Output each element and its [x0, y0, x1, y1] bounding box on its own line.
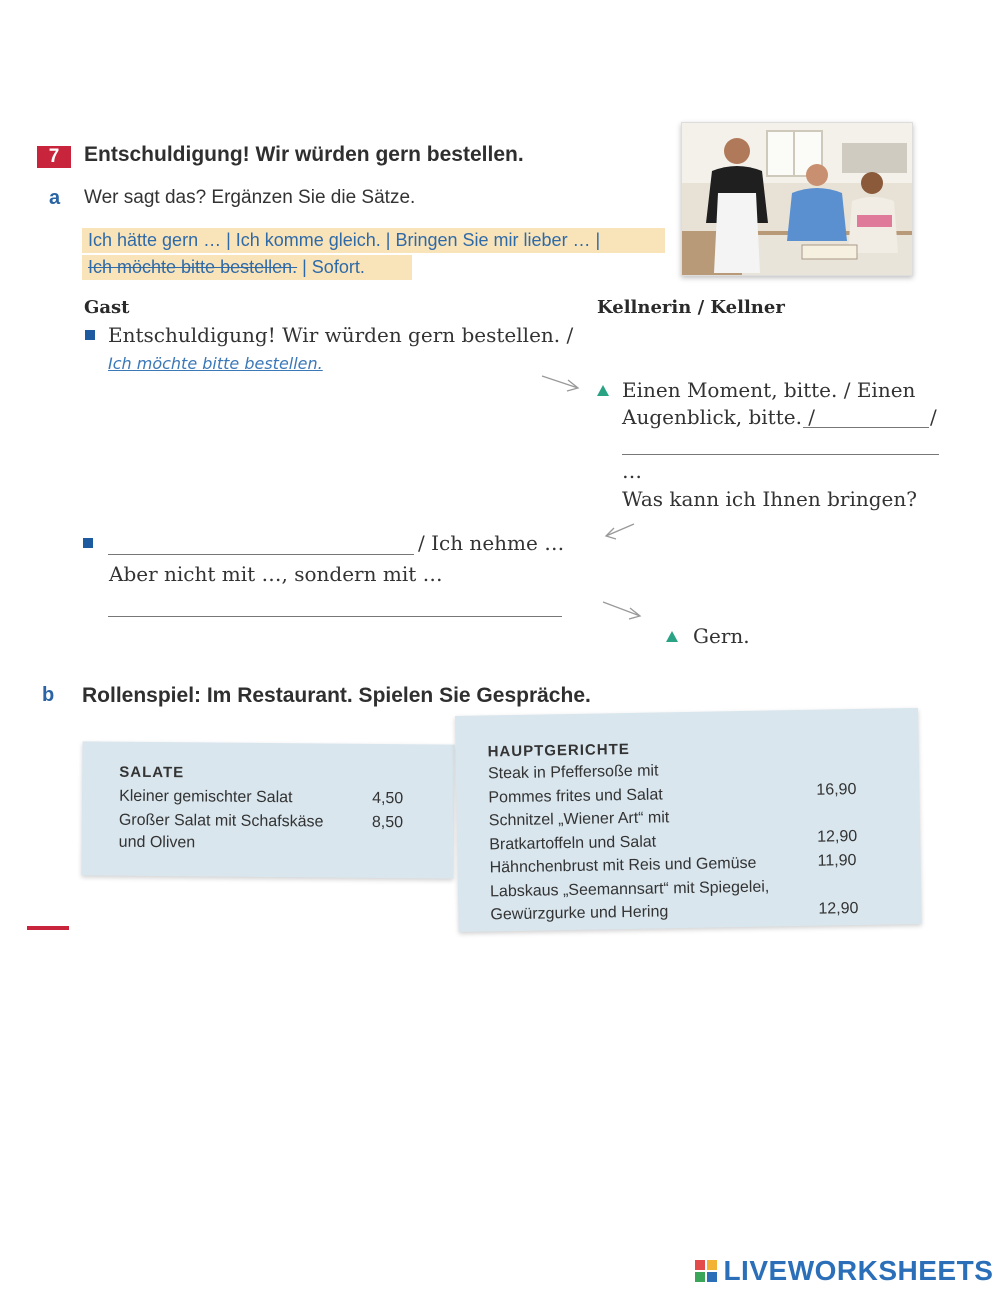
- arrow-right-1-icon: [540, 372, 582, 392]
- waiter-slash: /: [930, 405, 937, 429]
- waiter-line-1a: Einen Moment, bitte. / Einen: [622, 378, 916, 402]
- restaurant-photo-illustration: [682, 123, 912, 275]
- guest-line-2a: / Ich nehme …: [418, 531, 565, 555]
- restaurant-photo: [681, 122, 913, 276]
- menu-salad-item-1: Kleiner gemischter Salat: [119, 787, 293, 807]
- menu-main-item-3: Hähnchenbrust mit Reis und Gemüse: [489, 854, 757, 877]
- guest-answer-1: Ich möchte bitte bestellen.: [108, 354, 323, 373]
- guest-blank-1[interactable]: [108, 540, 414, 555]
- part-b-letter: b: [42, 684, 55, 706]
- menu-card-salads: [81, 741, 454, 878]
- menu-main-item-2a: Schnitzel „Wiener Art“ mit: [488, 809, 670, 830]
- menu-salad-item-2b: und Oliven: [118, 833, 196, 852]
- guest-blank-2[interactable]: [108, 602, 562, 617]
- part-a-instruction: Wer sagt das? Ergänzen Sie die Sätze.: [84, 187, 416, 208]
- menu-main-item-1a: Steak in Pfeffersoße mit: [487, 762, 659, 783]
- waiter-line-1b: Augenblick, bitte. /: [622, 405, 816, 429]
- waiter-blank-1[interactable]: [803, 425, 929, 428]
- menu-salad-item-2a: Großer Salat mit Schafskäse: [118, 811, 324, 831]
- menu-main-price-3: 11,90: [817, 852, 857, 870]
- menu-main-item-2b: Bratkartoffeln und Salat: [489, 833, 657, 854]
- liveworksheets-text: LIVEWORKSHEETS: [723, 1255, 994, 1286]
- part-b-title: Rollenspiel: Im Restaurant. Spielen Sie Gespräche.: [82, 684, 591, 707]
- menu-main-price-4: 12,90: [818, 899, 859, 918]
- guest-line-1: Entschuldigung! Wir würden gern bestellen. /: [108, 323, 574, 347]
- liveworksheets-logo-icon: [695, 1260, 717, 1282]
- menu-main-price-2: 12,90: [817, 828, 858, 846]
- menu-main-item-1b: Pommes frites und Salat: [488, 786, 663, 807]
- menu-card-mains: [455, 708, 922, 932]
- menu-main-price-1: 16,90: [816, 781, 857, 799]
- menu-salad-price-2: 8,50: [371, 813, 404, 832]
- red-edge-mark: [27, 926, 69, 930]
- menu-salad-price-1: 4,50: [372, 789, 404, 808]
- phrase-box-line-1: Ich hätte gern … | Ich komme gleich. | Bringen Sie mir lieber … |: [82, 228, 665, 253]
- arrow-left-icon: [600, 520, 638, 542]
- guest-line-2b: Aber nicht mit …, sondern mit …: [109, 562, 443, 586]
- waiter-heading: Kellnerin / Kellner: [597, 297, 785, 318]
- part-a-letter: a: [49, 187, 61, 209]
- waiter-line-1d: Was kann ich Ihnen bringen?: [622, 487, 917, 511]
- exercise-number: 7: [37, 146, 71, 168]
- waiter-blank-2[interactable]: [622, 440, 939, 455]
- waiter-ellipsis: …: [622, 459, 642, 483]
- guest-bullet-2: [83, 538, 93, 548]
- menu-mains-heading: HAUPTGERICHTE: [487, 740, 630, 761]
- menu-salads-heading: SALATE: [119, 763, 185, 782]
- waiter-line-2: Gern.: [693, 624, 750, 648]
- menu-main-item-4b: Gewürzgurke und Hering: [490, 903, 669, 924]
- waiter-bullet-1: [597, 385, 609, 396]
- phrase-sofort: | Sofort.: [297, 257, 365, 277]
- waiter-bullet-2: [666, 631, 678, 642]
- exercise-title: Entschuldigung! Wir würden gern bestellen.: [84, 143, 524, 166]
- guest-bullet-1: [85, 330, 95, 340]
- arrow-right-2-icon: [600, 598, 644, 622]
- liveworksheets-logo: [695, 1255, 993, 1287]
- menu-main-item-4a: Labskaus „Seemannsart“ mit Spiegelei,: [489, 878, 770, 901]
- guest-heading: Gast: [84, 297, 130, 318]
- struck-phrase: Ich möchte bitte bestellen.: [88, 257, 298, 277]
- phrase-box-line-2: [82, 255, 412, 280]
